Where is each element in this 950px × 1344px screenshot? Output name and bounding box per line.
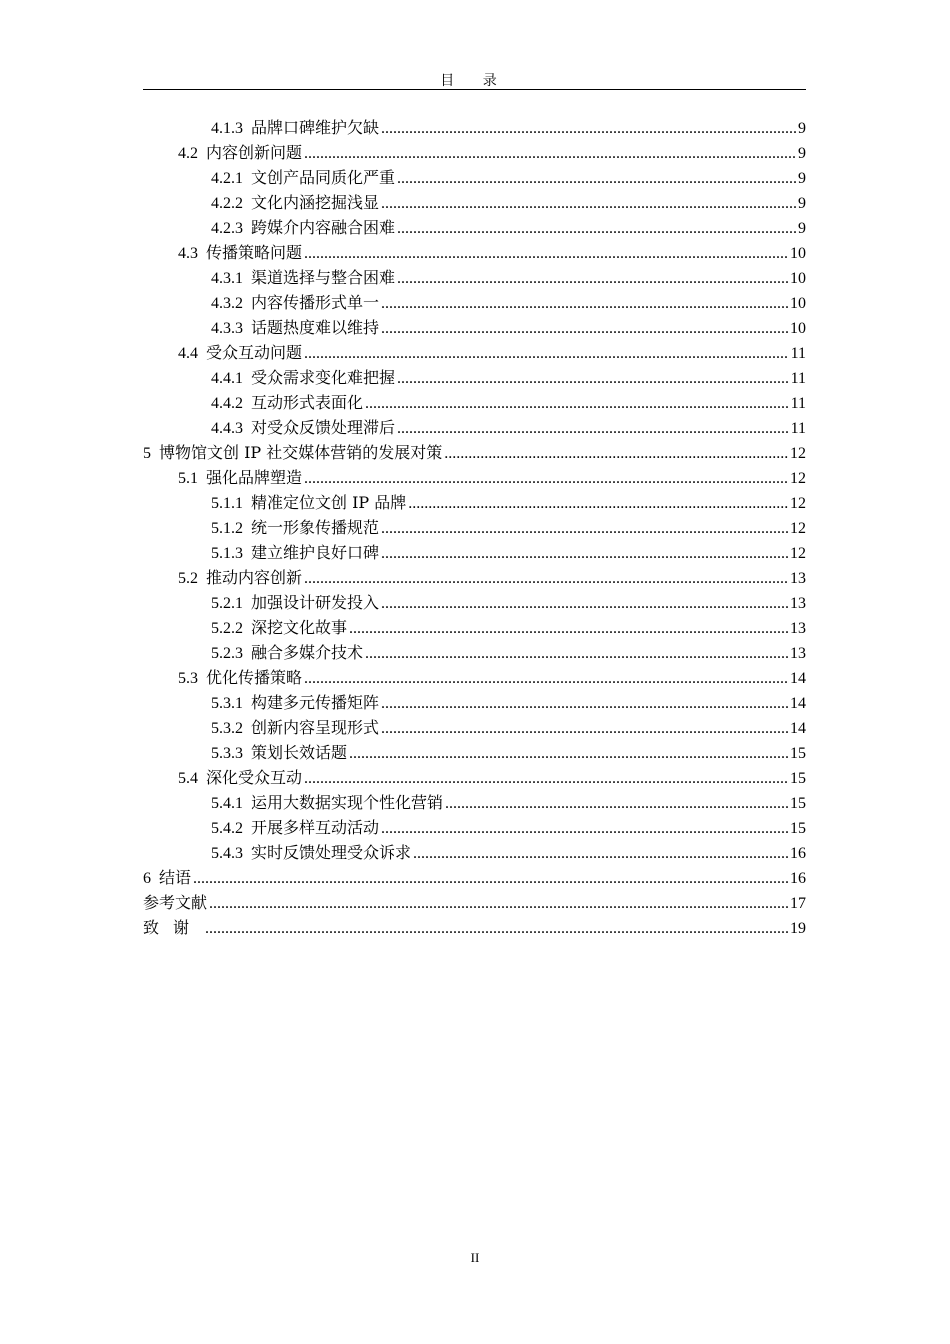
toc-dot-leader xyxy=(365,641,788,666)
toc-entry-title: 受众互动问题 xyxy=(206,343,303,362)
toc-entry-title: 内容创新问题 xyxy=(206,143,303,162)
toc-entry-number: 5.3 xyxy=(178,670,198,687)
toc-entry[interactable] xyxy=(143,640,806,665)
toc-dot-leader xyxy=(397,266,788,291)
toc-entry-title: 策划长效话题 xyxy=(251,743,348,762)
toc-entry-title: 品牌口碑维护欠缺 xyxy=(251,118,380,137)
toc-entry[interactable] xyxy=(143,765,806,790)
toc-entry-number: 5.1.2 xyxy=(211,520,243,537)
toc-dot-leader xyxy=(381,316,788,341)
toc-entry[interactable] xyxy=(143,890,806,915)
toc-dot-leader xyxy=(444,441,788,466)
toc-entry[interactable] xyxy=(143,540,806,565)
toc-entry-number: 5.1.3 xyxy=(211,545,243,562)
toc-entry[interactable] xyxy=(143,615,806,640)
toc-entry-title: 跨媒介内容融合困难 xyxy=(251,218,396,237)
toc-entry-number: 5.2.1 xyxy=(211,595,243,612)
page-header-title: 目 录 xyxy=(440,73,509,89)
toc-dot-leader xyxy=(304,341,789,366)
toc-dot-leader xyxy=(349,741,788,766)
toc-entry-number: 5.4.2 xyxy=(211,820,243,837)
toc-entry-title: 深化受众互动 xyxy=(206,768,303,787)
toc-entry-title: 推动内容创新 xyxy=(206,568,303,587)
toc-entry[interactable] xyxy=(143,565,806,590)
toc-entry-number: 5.4 xyxy=(178,770,198,787)
toc-entry-number: 4.2.3 xyxy=(211,220,243,237)
toc-entry-page: 9 xyxy=(798,120,806,137)
header-rule xyxy=(143,89,806,90)
toc-entry-page: 15 xyxy=(790,820,806,837)
toc-dot-leader xyxy=(397,366,789,391)
toc-dot-leader xyxy=(304,466,788,491)
toc-dot-leader xyxy=(205,916,788,941)
toc-entry-number: 5.2.2 xyxy=(211,620,243,637)
toc-entry-title: 统一形象传播规范 xyxy=(251,518,380,537)
toc-entry-page: 15 xyxy=(790,745,806,762)
toc-entry-page: 12 xyxy=(790,545,806,562)
toc-entry-page: 14 xyxy=(790,670,806,687)
toc-entry-title: 渠道选择与整合困难 xyxy=(251,268,396,287)
toc-entry[interactable] xyxy=(143,265,806,290)
toc-entry[interactable] xyxy=(143,340,806,365)
toc-dot-leader xyxy=(381,691,788,716)
toc-entry-page: 13 xyxy=(790,645,806,662)
toc-dot-leader xyxy=(397,416,789,441)
toc-entry-title: 博物馆文创 IP 社交媒体营销的发展对策 xyxy=(159,443,443,462)
toc-dot-leader xyxy=(304,241,788,266)
toc-entry-number: 4.2.1 xyxy=(211,170,243,187)
toc-entry-number: 4.3.2 xyxy=(211,295,243,312)
toc-dot-leader xyxy=(413,841,788,866)
toc-entry-number: 4.4.3 xyxy=(211,420,243,437)
toc-entry-title: 文创产品同质化严重 xyxy=(251,168,396,187)
toc-dot-leader xyxy=(397,216,796,241)
toc-entry-title: 互动形式表面化 xyxy=(251,393,364,412)
toc-dot-leader xyxy=(445,791,788,816)
toc-entry-title: 强化品牌塑造 xyxy=(206,468,303,487)
toc-dot-leader xyxy=(381,291,788,316)
toc-entry[interactable] xyxy=(143,490,806,515)
toc-entry[interactable] xyxy=(143,690,806,715)
toc-entry-number: 5.1.1 xyxy=(211,495,243,512)
toc-entry-page: 16 xyxy=(790,845,806,862)
toc-entry-number: 4.2 xyxy=(178,145,198,162)
toc-entry[interactable] xyxy=(143,715,806,740)
toc-entry[interactable] xyxy=(143,465,806,490)
toc-entry-title: 精准定位文创 IP 品牌 xyxy=(251,493,407,512)
toc-entry[interactable] xyxy=(143,290,806,315)
toc-dot-leader xyxy=(304,666,788,691)
toc-entry[interactable] xyxy=(143,215,806,240)
toc-entry-title: 结语 xyxy=(159,868,192,887)
toc-entry-title: 致谢 xyxy=(143,918,204,937)
table-of-contents xyxy=(143,115,806,940)
toc-entry-title: 运用大数据实现个性化营销 xyxy=(251,793,444,812)
toc-entry-page: 12 xyxy=(790,445,806,462)
toc-entry[interactable] xyxy=(143,315,806,340)
toc-entry-title: 内容传播形式单一 xyxy=(251,293,380,312)
toc-entry-page: 10 xyxy=(790,295,806,312)
toc-entry-number: 4.4.1 xyxy=(211,370,243,387)
toc-entry-title: 话题热度难以维持 xyxy=(251,318,380,337)
toc-entry[interactable] xyxy=(143,165,806,190)
toc-entry-page: 14 xyxy=(790,720,806,737)
toc-entry-number: 4.3 xyxy=(178,245,198,262)
toc-entry-page: 11 xyxy=(790,395,806,412)
toc-dot-leader xyxy=(381,716,788,741)
toc-dot-leader xyxy=(381,591,788,616)
toc-entry-title: 参考文献 xyxy=(143,893,208,912)
toc-entry-title: 构建多元传播矩阵 xyxy=(251,693,380,712)
toc-entry-title: 受众需求变化难把握 xyxy=(251,368,396,387)
toc-entry-number: 4.4.2 xyxy=(211,395,243,412)
toc-entry-page: 11 xyxy=(790,370,806,387)
toc-entry-page: 19 xyxy=(790,920,806,937)
toc-entry[interactable] xyxy=(143,515,806,540)
toc-entry-title: 建立维护良好口碑 xyxy=(251,543,380,562)
toc-entry-number: 4.2.2 xyxy=(211,195,243,212)
toc-entry[interactable] xyxy=(143,665,806,690)
toc-entry-page: 17 xyxy=(790,895,806,912)
toc-entry[interactable] xyxy=(143,140,806,165)
toc-entry-title: 对受众反馈处理滞后 xyxy=(251,418,396,437)
toc-entry-number: 5.4.1 xyxy=(211,795,243,812)
toc-dot-leader xyxy=(381,816,788,841)
toc-entry-page: 13 xyxy=(790,570,806,587)
toc-entry[interactable] xyxy=(143,915,806,940)
toc-dot-leader xyxy=(381,191,796,216)
toc-entry-page: 10 xyxy=(790,320,806,337)
toc-entry-page: 12 xyxy=(790,470,806,487)
toc-dot-leader xyxy=(381,516,788,541)
toc-entry-title: 开展多样互动活动 xyxy=(251,818,380,837)
toc-dot-leader xyxy=(381,541,788,566)
toc-entry-number: 4.4 xyxy=(178,345,198,362)
toc-entry-page: 14 xyxy=(790,695,806,712)
toc-entry-page: 13 xyxy=(790,595,806,612)
toc-entry-number: 4.3.3 xyxy=(211,320,243,337)
toc-entry[interactable] xyxy=(143,740,806,765)
toc-dot-leader xyxy=(304,766,788,791)
toc-entry-title: 融合多媒介技术 xyxy=(251,643,364,662)
toc-entry-page: 16 xyxy=(790,870,806,887)
toc-entry-page: 10 xyxy=(790,270,806,287)
toc-dot-leader xyxy=(304,141,796,166)
toc-entry-page: 11 xyxy=(790,345,806,362)
toc-entry-title: 创新内容呈现形式 xyxy=(251,718,380,737)
toc-dot-leader xyxy=(365,391,789,416)
toc-entry[interactable] xyxy=(143,390,806,415)
page-number: II xyxy=(470,1250,480,1265)
toc-entry-number: 6 xyxy=(143,870,151,887)
toc-entry[interactable] xyxy=(143,240,806,265)
toc-entry[interactable] xyxy=(143,590,806,615)
toc-entry-number: 5.3.2 xyxy=(211,720,243,737)
toc-entry-number: 4.1.3 xyxy=(211,120,243,137)
toc-entry[interactable] xyxy=(143,815,806,840)
toc-entry-page: 13 xyxy=(790,620,806,637)
toc-dot-leader xyxy=(408,491,788,516)
toc-entry-number: 5.4.3 xyxy=(211,845,243,862)
toc-entry-page: 9 xyxy=(798,145,806,162)
toc-entry-number: 5.3.3 xyxy=(211,745,243,762)
toc-entry-number: 5.3.1 xyxy=(211,695,243,712)
toc-entry-number: 5.2 xyxy=(178,570,198,587)
toc-dot-leader xyxy=(209,891,788,916)
toc-entry-number: 5.1 xyxy=(178,470,198,487)
toc-entry-page: 9 xyxy=(798,195,806,212)
toc-entry-page: 9 xyxy=(798,220,806,237)
toc-entry-page: 11 xyxy=(790,420,806,437)
toc-entry[interactable] xyxy=(143,190,806,215)
toc-entry-number: 5.2.3 xyxy=(211,645,243,662)
toc-entry-page: 15 xyxy=(790,795,806,812)
toc-entry-page: 12 xyxy=(790,495,806,512)
toc-entry[interactable] xyxy=(143,115,806,140)
toc-entry[interactable] xyxy=(143,365,806,390)
toc-dot-leader xyxy=(397,166,796,191)
toc-entry-number: 5 xyxy=(143,445,151,462)
toc-entry-page: 10 xyxy=(790,245,806,262)
toc-dot-leader xyxy=(193,866,788,891)
toc-dot-leader xyxy=(304,566,788,591)
toc-entry-title: 加强设计研发投入 xyxy=(251,593,380,612)
toc-entry[interactable] xyxy=(143,865,806,890)
toc-entry-title: 优化传播策略 xyxy=(206,668,303,687)
toc-entry[interactable] xyxy=(143,415,806,440)
toc-entry-page: 15 xyxy=(790,770,806,787)
toc-entry-title: 深挖文化故事 xyxy=(251,618,348,637)
toc-dot-leader xyxy=(349,616,788,641)
toc-dot-leader xyxy=(381,116,796,141)
toc-entry-page: 9 xyxy=(798,170,806,187)
toc-entry-title: 传播策略问题 xyxy=(206,243,303,262)
toc-entry-title: 实时反馈处理受众诉求 xyxy=(251,843,412,862)
toc-entry[interactable] xyxy=(143,790,806,815)
toc-entry[interactable] xyxy=(143,440,806,465)
toc-entry-page: 12 xyxy=(790,520,806,537)
toc-entry-title: 文化内涵挖掘浅显 xyxy=(251,193,380,212)
toc-entry-number: 4.3.1 xyxy=(211,270,243,287)
toc-entry[interactable] xyxy=(143,840,806,865)
